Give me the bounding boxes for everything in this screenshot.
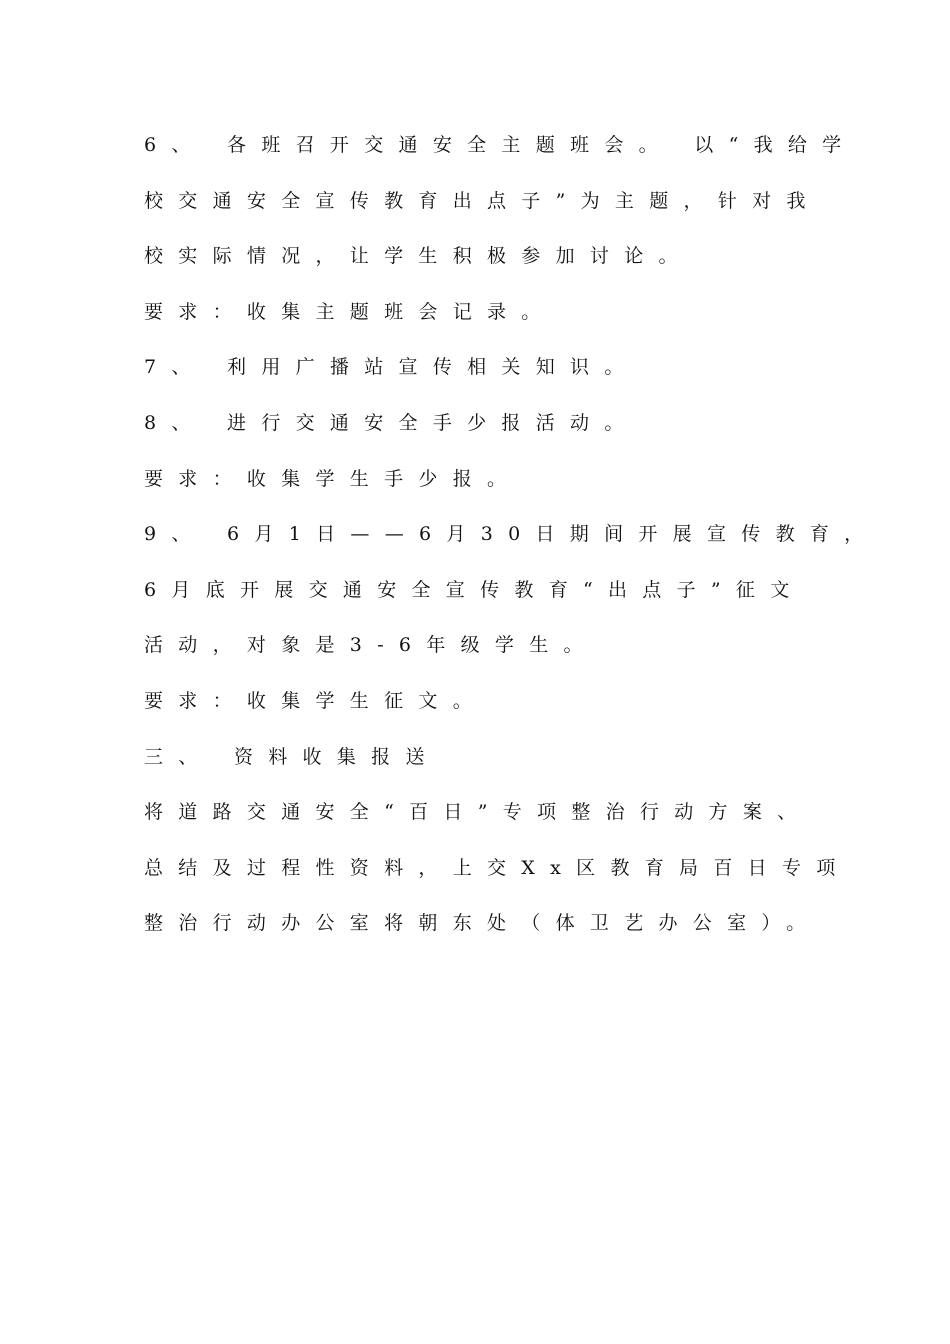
text-line: 活动，对象是3-6年级学生。 [144, 634, 598, 657]
text-line: 要求：收集主题班会记录。 [144, 300, 556, 323]
text-line: 总结及过程性资料，上交Xx区教育局百日专项 [144, 856, 851, 879]
text-line: 6、 各班召开交通安全主题班会。 以“我给学 [144, 134, 857, 156]
text-line: 整治行动办公室将朝东处（体卫艺办公室）。 [144, 912, 821, 935]
text-line: 校交通安全宣传教育出点子”为主题，针对我 [144, 189, 821, 212]
text-line: 校实际情况，让学生积极参加讨论。 [144, 245, 693, 268]
text-line: 7、 利用广播站宣传相关知识。 [144, 356, 639, 379]
text-line: 6月底开展交通安全宣传教育“出点子”征文 [144, 578, 805, 601]
text-line: 要求：收集学生征文。 [144, 689, 488, 712]
section-heading: 三、 资料收集报送 [144, 745, 440, 768]
text-line: 9、 6月1日——6月30日期间开展宣传教育， [144, 523, 879, 546]
document-body [144, 118, 879, 952]
text-line: 将道路交通安全“百日”专项整治行动方案、 [144, 801, 812, 824]
text-line: 要求：收集学生手少报。 [144, 467, 522, 490]
text-line: 8、 进行交通安全手少报活动。 [144, 411, 639, 434]
